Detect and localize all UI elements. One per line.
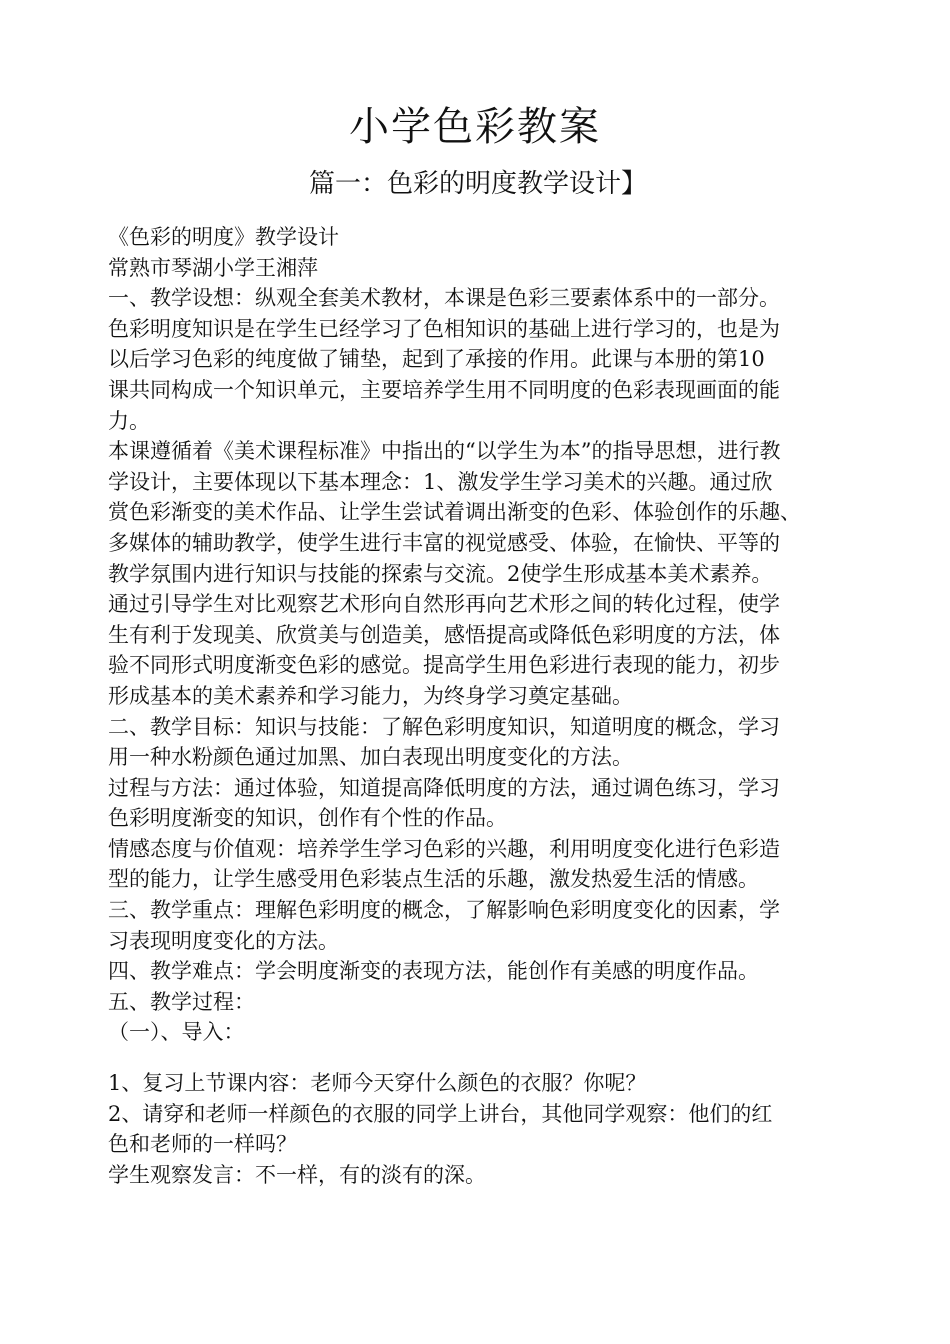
paragraph-line: 常熟市琴湖小学王湘萍 xyxy=(108,255,318,280)
document-subtitle: 篇一：色彩的明度教学设计】 xyxy=(308,169,647,199)
paragraph-line: 五、教学过程： xyxy=(108,989,255,1014)
document-body xyxy=(108,222,868,1190)
document-title: 小学色彩教案 xyxy=(349,104,601,150)
paragraph-line: 过程与方法：通过体验，知道提高降低明度的方法，通过调色练习，学习 xyxy=(108,775,780,800)
paragraph-line: 力。 xyxy=(108,408,150,433)
paragraph-line: 色彩明度渐变的知识，创作有个性的作品。 xyxy=(108,806,507,831)
paragraph-line: 三、教学重点：理解色彩明度的概念，了解影响色彩明度变化的因素，学 xyxy=(108,898,780,923)
paragraph-line: 多媒体的辅助教学，使学生进行丰富的视觉感受、体验，在愉快、平等的 xyxy=(108,530,780,555)
paragraph-line: 用一种水粉颜色通过加黑、加白表现出明度变化的方法。 xyxy=(108,745,633,770)
paragraph-line: 二、教学目标：知识与技能：了解色彩明度知识，知道明度的概念，学习 xyxy=(108,714,780,739)
paragraph-line: 以后学习色彩的纯度做了铺垫，起到了承接的作用。此课与本册的第10 xyxy=(108,347,765,372)
paragraph-line: 情感态度与价值观：培养学生学习色彩的兴趣，利用明度变化进行色彩造 xyxy=(108,836,780,861)
paragraph-line: 色和老师的一样吗？ xyxy=(108,1132,297,1157)
paragraph-line: 课共同构成一个知识单元，主要培养学生用不同明度的色彩表现画面的能 xyxy=(108,377,780,402)
paragraph-line: 学设计，主要体现以下基本理念：1、激发学生学习美术的兴趣。通过欣 xyxy=(108,469,773,494)
paragraph-line: 1、复习上节课内容：老师今天穿什么颜色的衣服？你呢？ xyxy=(108,1071,647,1096)
paragraph-line: 《色彩的明度》教学设计 xyxy=(108,225,339,249)
paragraph-line: 一、教学设想：纵观全套美术教材，本课是色彩三要素体系中的一部分。 xyxy=(108,286,780,311)
paragraph-line: 色彩明度知识是在学生已经学习了色相知识的基础上进行学习的，也是为 xyxy=(108,316,780,341)
paragraph-line: 教学氛围内进行知识与技能的探索与交流。2使学生形成基本美术素养。 xyxy=(108,561,773,586)
paragraph-line: 2、请穿和老师一样颜色的衣服的同学上讲台，其他同学观察：他们的红 xyxy=(108,1101,773,1126)
paragraph-line: （一）、导入： xyxy=(108,1020,245,1045)
paragraph-line: 形成基本的美术素养和学习能力，为终身学习奠定基础。 xyxy=(108,683,633,708)
blank-line xyxy=(108,1048,868,1068)
paragraph-line: 通过引导学生对比观察艺术形向自然形再向艺术形之间的转化过程，使学 xyxy=(108,592,780,617)
paragraph-line: 四、教学难点：学会明度渐变的表现方法，能创作有美感的明度作品。 xyxy=(108,959,759,984)
paragraph-line: 赏色彩渐变的美术作品、让学生尝试着调出渐变的色彩、体验创作的乐趣、 xyxy=(108,500,801,525)
paragraph-line: 生有利于发现美、欣赏美与创造美，感悟提高或降低色彩明度的方法，体 xyxy=(108,622,780,647)
paragraph-line: 习表现明度变化的方法。 xyxy=(108,928,339,953)
paragraph-line: 学生观察发言：不一样，有的淡有的深。 xyxy=(108,1162,486,1187)
paragraph-line: 本课遵循着《美术课程标准》中指出的“以学生为本”的指导思想，进行教 xyxy=(108,439,781,464)
paragraph-line: 验不同形式明度渐变色彩的感觉。提高学生用色彩进行表现的能力，初步 xyxy=(108,653,780,678)
paragraph-line: 型的能力，让学生感受用色彩装点生活的乐趣，激发热爱生活的情感。 xyxy=(108,867,759,892)
